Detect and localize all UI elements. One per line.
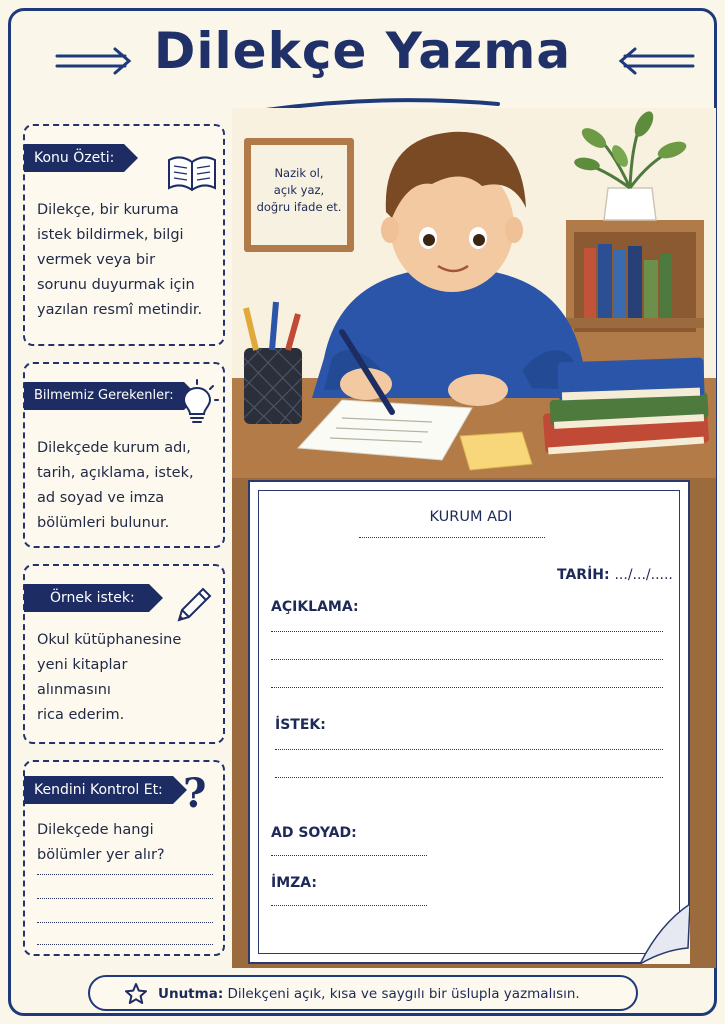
petition-form-inner <box>258 490 680 954</box>
description-line[interactable] <box>271 687 663 688</box>
card-heading: Örnek istek: <box>24 584 149 612</box>
reminder-text: Unutma: Dilekçeni açık, kısa ve saygılı bir üslupla yazmalısın. <box>158 986 580 1002</box>
page-curl <box>640 904 690 964</box>
answer-line[interactable] <box>37 874 213 875</box>
card-heading: Konu Özeti: <box>24 144 124 172</box>
reminder-bar <box>88 975 638 1011</box>
name-surname-line[interactable] <box>271 855 427 856</box>
wall-sign-text: Nazik ol, açık yaz, doğru ifade et. <box>251 145 347 245</box>
request-line[interactable] <box>275 777 663 778</box>
star-icon <box>124 982 148 1006</box>
name-surname-label: AD SOYAD: <box>271 825 357 841</box>
book-icon <box>165 150 219 194</box>
right-arrow-decoration <box>615 46 695 76</box>
description-label: AÇIKLAMA: <box>271 599 359 615</box>
answer-line[interactable] <box>37 944 213 945</box>
pencil-icon <box>173 586 213 626</box>
institution-name-label: KURUM ADI <box>429 509 513 525</box>
request-label: İSTEK: <box>275 717 326 733</box>
petition-form <box>248 480 690 964</box>
card-heading: Bilmemiz Gerekenler: <box>24 382 184 410</box>
sample-request-card <box>23 564 225 744</box>
card-body: Dilekçede hangi bölümler yer alır? <box>37 822 165 863</box>
card-body: Dilekçede kurum adı, tarih, açıklama, istek, ad soyad ve imza bölümleri bulunur. <box>37 440 194 531</box>
topic-summary-card <box>23 124 225 346</box>
description-line[interactable] <box>271 631 663 632</box>
signature-label: İMZA: <box>271 875 317 891</box>
date-label: TARİH: .../.../..... <box>557 567 673 583</box>
lightbulb-icon <box>175 378 219 426</box>
card-heading: Kendini Kontrol Et: <box>24 776 173 804</box>
date-field[interactable]: .../.../..... <box>614 567 673 583</box>
institution-name-line[interactable] <box>359 537 545 538</box>
signature-line[interactable] <box>271 905 427 906</box>
request-line[interactable] <box>275 749 663 750</box>
card-body: Dilekçe, bir kuruma istek bildirmek, bilgi vermek veya bir sorunu duyurmak için yazılan resmî metindir. <box>37 202 203 318</box>
must-know-card <box>23 362 225 548</box>
answer-line[interactable] <box>37 898 213 899</box>
card-body: Okul kütüphanesine yeni kitaplar alınmasını rica ederim. <box>37 632 182 723</box>
page-title: Dilekçe Yazma <box>153 22 572 80</box>
answer-line[interactable] <box>37 922 213 923</box>
wall-sign <box>244 138 354 252</box>
self-check-card <box>23 760 225 956</box>
description-line[interactable] <box>271 659 663 660</box>
question-mark-icon: ? <box>183 770 207 817</box>
